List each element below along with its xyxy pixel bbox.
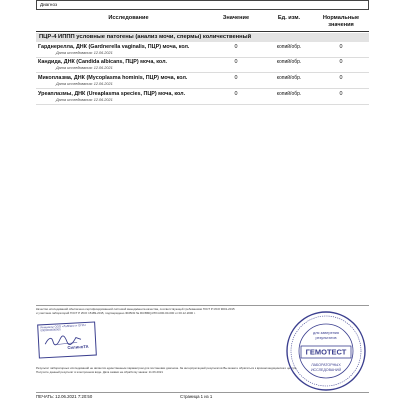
column-header-unit: Ед. изм. [277, 15, 301, 21]
doctor-stamp [37, 322, 97, 359]
table-row [36, 59, 369, 73]
test-unit: копий/обр. [276, 59, 302, 65]
section-title: ПЦР-4 ИППП условные патогены (анализ мочи, спермы) количественный [36, 33, 369, 42]
test-date: Дата исследования: 12.06.2021 [56, 81, 113, 86]
result-note: Результат лабораторных исследований не является единственным параметром для постановки диагноза. За интерпретацией результатов Вы можете обратиться к врачам медицинского центра. Получите данный результат в электронном виде. Дата заявки на обработку заказа: 11.06.2021 [36, 366, 298, 374]
row-divider [36, 88, 369, 89]
test-value: 0 [234, 75, 238, 81]
test-value: 0 [234, 59, 238, 65]
print-divider [36, 392, 369, 393]
test-date: Дата исследования: 12.06.2021 [56, 97, 113, 102]
test-name: Кандида, ДНК (Candida albicans, ПЦР) моча, кол. [38, 59, 168, 65]
page-number: Страница 1 из 1 [180, 394, 213, 399]
row-divider [36, 57, 369, 58]
table-header [36, 13, 369, 31]
quality-disclaimer: Качество исследований обеспечено сертифицированной системой менеджмента качества, соответствующей требованиям ГОСТ Р ИСО 9001-2015 и участием лабораторий ГОСТ Р ИСО 15189-2015, подтверждено ФСВОК № RU/BMQ-PKN-000-00-000 от 00.12.2000 г. [36, 307, 235, 315]
test-value: 0 [234, 91, 238, 97]
test-norm: 0 [339, 91, 343, 97]
test-name: Гарднерелла, ДНК (Gardnerella vaginalis, ПЦР) моча, кол. [38, 44, 190, 50]
header-divider [36, 31, 369, 32]
test-norm: 0 [339, 59, 343, 65]
test-name: Уреаплазмы, ДНК (Ureaplasma species, ПЦР) моча, кол. [38, 91, 186, 97]
svg-text:ЛАБОРАТОРНЫХ: ЛАБОРАТОРНЫХ [311, 363, 341, 367]
column-header-name: Исследование [108, 15, 149, 21]
column-header-value: Значение [222, 15, 250, 21]
test-date: Дата исследования: 12.06.2021 [56, 65, 113, 70]
print-date: ПЕЧАТЬ: 12.06.2021 7:20:50 [36, 394, 93, 399]
doctor-stamp-header: Инициалы ООО «ЛабКвест» ОГРН 0000000000000 [40, 323, 86, 333]
diagnosis-row [36, 0, 369, 10]
svg-text:результатов: результатов [315, 336, 337, 340]
column-header-norm: Нормальные значения [322, 15, 360, 28]
test-unit: копий/обр. [276, 75, 302, 81]
test-unit: копий/обр. [276, 91, 302, 97]
diagnosis-label: Диагноз [40, 2, 58, 7]
svg-text:ГЕМОТЕСТ: ГЕМОТЕСТ [305, 347, 347, 357]
table-row [36, 75, 369, 89]
test-value: 0 [234, 44, 238, 50]
doctor-stamp-name: СилиноТА [67, 343, 89, 350]
footer-divider [36, 305, 369, 306]
svg-text:для заверения: для заверения [313, 331, 339, 335]
test-unit: копий/обр. [276, 44, 302, 50]
test-norm: 0 [339, 75, 343, 81]
table-row [36, 44, 369, 58]
test-norm: 0 [339, 44, 343, 50]
test-date: Дата исследования: 12.06.2021 [56, 50, 113, 55]
row-divider [36, 72, 369, 73]
svg-text:ИССЛЕДОВАНИЙ: ИССЛЕДОВАНИЙ [310, 368, 342, 372]
row-divider [36, 104, 369, 105]
test-name: Микоплазма, ДНК (Mycoplasma hominis, ПЦР) моча, кол. [38, 75, 188, 81]
table-row [36, 91, 369, 105]
lab-seal-icon [285, 310, 367, 392]
